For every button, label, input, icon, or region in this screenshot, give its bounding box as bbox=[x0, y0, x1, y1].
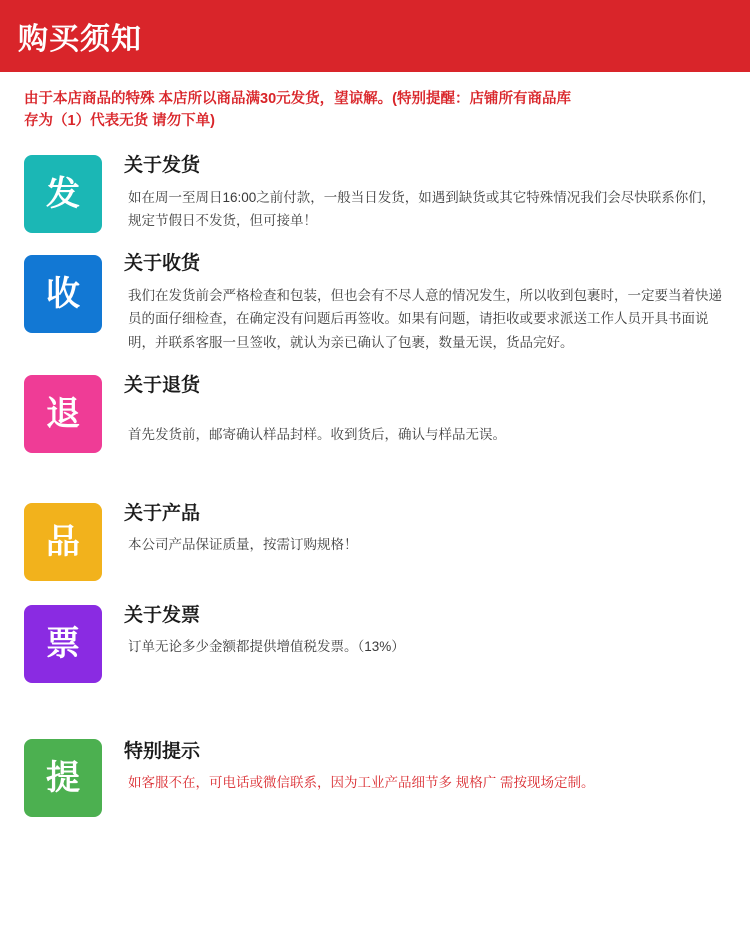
notice-sections bbox=[0, 155, 750, 817]
section-special-note-body bbox=[102, 741, 726, 795]
section-returns-text: 首先发货前，邮寄确认样品封样。收到货后，确认与样品无误。 bbox=[128, 427, 506, 443]
section-product-text: 本公司产品保证质量，按需订购规格！ bbox=[128, 537, 358, 553]
section-product bbox=[0, 503, 750, 581]
section-receiving bbox=[0, 252, 750, 355]
section-receiving-text: 我们在发货前会严格检查和包装，但也会有不尽人意的情况发生，所以收到包裹时，一定要当着快递员的面仔细检查，在确定没有问题后再签收。如果有问题，请拒收或要求派送工作人员开具书面说明，并联系客服一旦签收，就认为亲已确认了包裹，数量无误，货品完好。 bbox=[128, 287, 722, 351]
section-invoice-body bbox=[102, 605, 726, 659]
section-special-note-text: 如客服不在，可电话或微信联系，因为工业产品细节多 规格广 需按现场定制。 bbox=[128, 775, 595, 791]
badge-receiving: 收 bbox=[24, 255, 102, 333]
badge-invoice: 票 bbox=[24, 605, 102, 683]
section-shipping-text: 如在周一至周日16:00之前付款，一般当日发货，如遇到缺货或其它特殊情况我们会尽快联系你们，规定节假日不发货，但可接单！ bbox=[128, 189, 716, 229]
section-returns-title: 关于退货 bbox=[124, 374, 201, 396]
section-returns-body bbox=[102, 375, 726, 447]
section-shipping bbox=[0, 155, 750, 233]
badge-product: 品 bbox=[24, 503, 102, 581]
section-returns bbox=[0, 375, 750, 453]
section-shipping-body bbox=[102, 155, 726, 233]
section-special-note-title: 特别提示 bbox=[124, 740, 201, 762]
section-product-body bbox=[102, 503, 726, 557]
section-invoice-text: 订单无论多少金额都提供增值税发票。（13%） bbox=[128, 639, 405, 655]
badge-returns: 退 bbox=[24, 375, 102, 453]
badge-shipping: 发 bbox=[24, 155, 102, 233]
section-special-note bbox=[0, 739, 750, 817]
shipping-notice-text: 由于本店商品的特殊 本店所以商品满30元发货，望谅解。(特别提醒：店铺所有商品库存为（1）代表无货 请勿下单) bbox=[24, 91, 571, 130]
page-header bbox=[0, 0, 750, 72]
page-title: 购买须知 bbox=[18, 23, 142, 56]
section-product-title: 关于产品 bbox=[124, 502, 201, 524]
badge-special-note: 提 bbox=[24, 739, 102, 817]
section-invoice-title: 关于发票 bbox=[124, 604, 201, 626]
section-invoice bbox=[0, 605, 750, 683]
section-receiving-body bbox=[102, 253, 726, 355]
section-shipping-title: 关于发货 bbox=[124, 154, 201, 176]
section-receiving-title: 关于收货 bbox=[124, 252, 201, 274]
